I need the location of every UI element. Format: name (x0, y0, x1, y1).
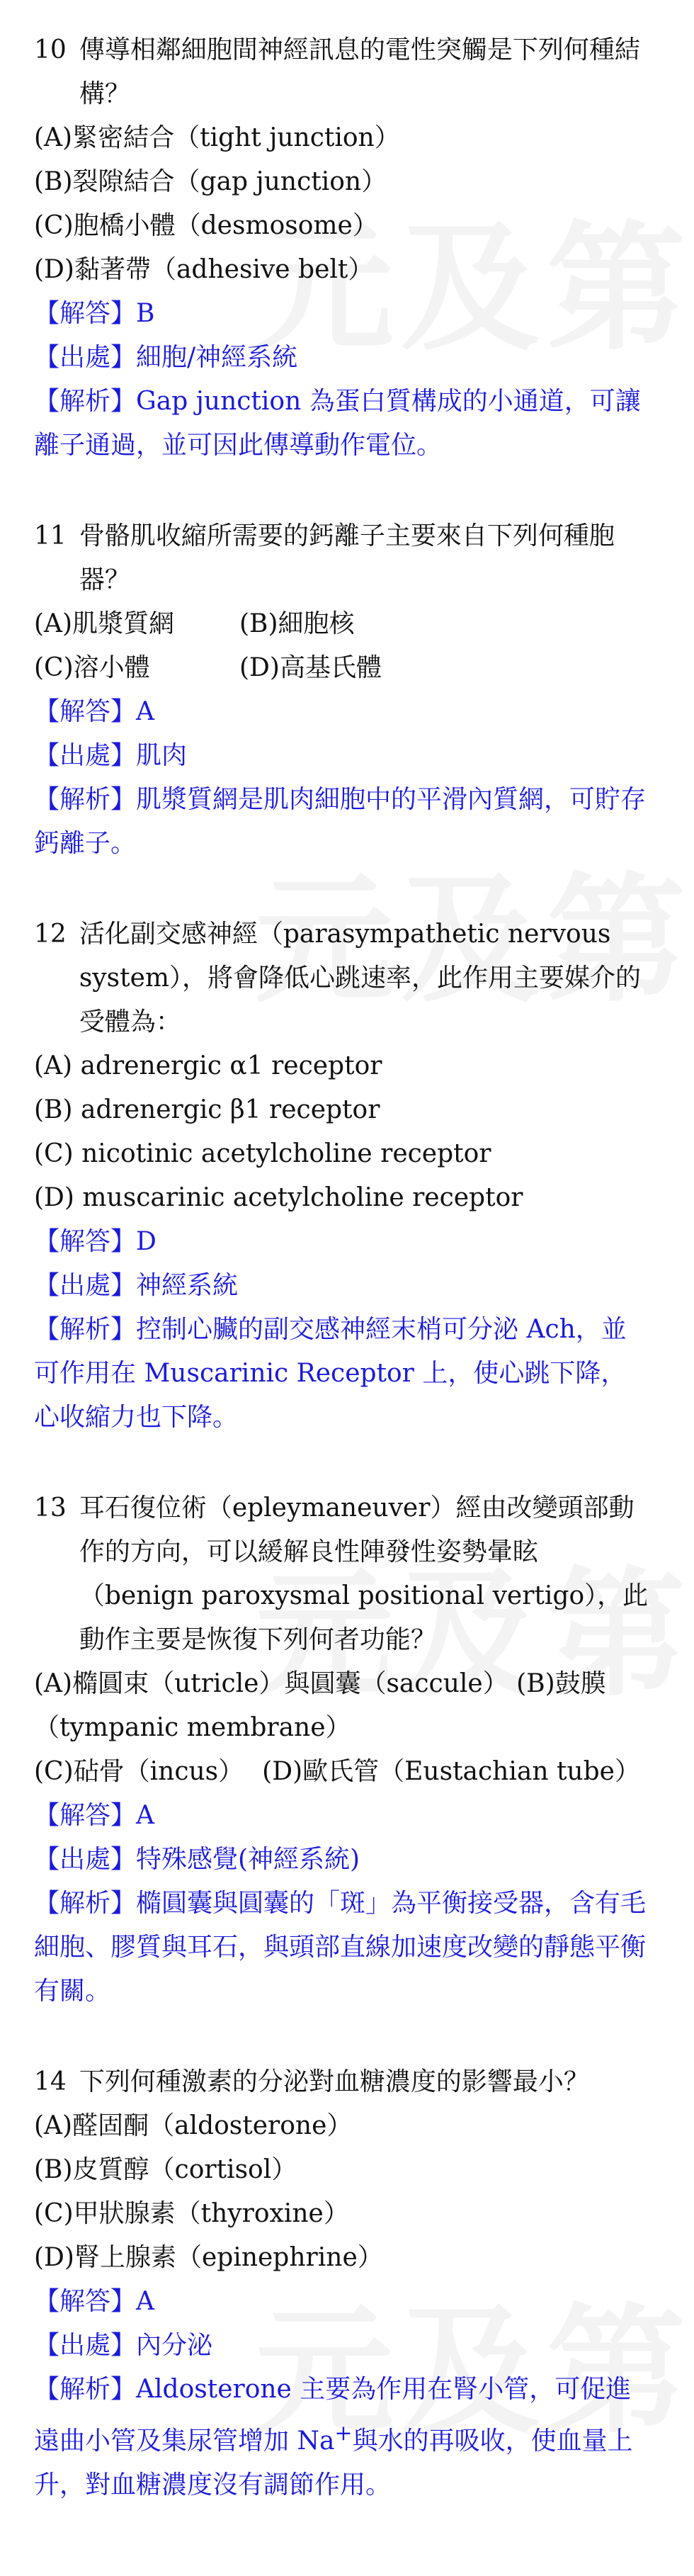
options-list (34, 2104, 652, 2280)
source-label: 【出處】 (34, 1845, 137, 1874)
option-b: (B)細胞核 (239, 609, 355, 638)
answer-label: 【解答】 (34, 299, 137, 328)
explanation-label: 【解析】 (34, 2375, 137, 2404)
question-10 (34, 28, 652, 468)
options-list (34, 602, 652, 690)
question-text: 耳石復位術（epleymaneuver）經由改變頭部動作的方向，可以緩解良性陣發性姿勢暈眩（benign paroxysmal positional vertigo），此動作主要是恢復下列何者功能？ (79, 1493, 649, 1654)
answer-value: D (136, 1227, 157, 1256)
options-list (34, 1044, 652, 1220)
answer-block (34, 690, 652, 866)
source-value: 內分泌 (136, 2331, 213, 2360)
explanation-text-part1: Aldosterone 主要為作用在腎小管，可促進遠曲小管及集尿管增加 Na (34, 2375, 632, 2456)
option-b: (B)鼓膜（tympanic membrane） (34, 1669, 606, 1742)
question-stem (34, 28, 652, 116)
option-c: (C)砧骨（incus） (34, 1757, 244, 1786)
answer-label: 【解答】 (34, 1801, 137, 1830)
question-number: 14 (34, 2067, 67, 2096)
question-13 (34, 1486, 652, 2013)
source-value: 神經系統 (136, 1271, 239, 1300)
option-c: (C)甲狀腺素（thyroxine） (34, 2199, 349, 2228)
explanation-text: 控制心臟的副交感神經末梢可分泌 Ach，並可作用在 Muscarinic Receptor 上，使心跳下降，心收縮力也下降。 (34, 1315, 627, 1432)
question-stem (34, 2060, 652, 2104)
question-11 (34, 514, 652, 866)
question-number: 12 (34, 920, 67, 949)
explanation-label: 【解析】 (34, 387, 137, 416)
option-d: (D)腎上腺素（epinephrine） (34, 2243, 383, 2272)
explanation-label: 【解析】 (34, 785, 137, 814)
option-b: (B)皮質醇（cortisol） (34, 2155, 297, 2184)
question-12 (34, 913, 652, 1440)
question-text: 下列何種激素的分泌對血糖濃度的影響最小？ (79, 2067, 589, 2096)
source-label: 【出處】 (34, 343, 137, 372)
answer-value: A (136, 697, 155, 726)
answer-block (34, 292, 652, 468)
question-14 (34, 2060, 652, 2507)
options-list (34, 116, 652, 292)
question-stem (34, 1486, 652, 1662)
options-list (34, 1662, 652, 1794)
answer-label: 【解答】 (34, 2287, 137, 2316)
answer-value: A (136, 2287, 155, 2316)
option-c: (C)溶小體 (34, 653, 150, 682)
question-number: 13 (34, 1493, 67, 1523)
option-a: (A) adrenergic α1 receptor (34, 1051, 382, 1080)
superscript-plus: + (334, 2421, 353, 2446)
source-value: 特殊感覺(神經系統) (136, 1845, 360, 1874)
question-text: 活化副交感神經（parasympathetic nervous system），將會降低心跳速率，此作用主要媒介的受體為： (79, 920, 642, 1036)
option-d: (D)黏著帶（adhesive belt） (34, 255, 374, 284)
question-stem (34, 913, 652, 1044)
source-label: 【出處】 (34, 2331, 137, 2360)
answer-label: 【解答】 (34, 697, 137, 726)
option-b: (B) adrenergic β1 receptor (34, 1095, 380, 1124)
source-label: 【出處】 (34, 741, 137, 770)
answer-block (34, 1794, 652, 2013)
question-stem (34, 514, 652, 602)
option-a: (A)醛固酮（aldosterone） (34, 2111, 353, 2140)
explanation-text: 橢圓囊與圓囊的「斑」為平衡接受器，含有毛細胞、膠質與耳石，與頭部直線加速度改變的靜態平衡有關。 (34, 1889, 647, 2006)
question-number: 10 (34, 35, 67, 64)
question-text: 傳導相鄰細胞間神經訊息的電性突觸是下列何種結構？ (79, 35, 640, 108)
option-d: (D) muscarinic acetylcholine receptor (34, 1183, 523, 1212)
answer-label: 【解答】 (34, 1227, 137, 1256)
option-d: (D)歐氏管（Eustachian tube） (262, 1757, 640, 1786)
explanation-text-part2: 與水的再吸收，使血量上升，對血糖濃度沒有調節作用。 (34, 2427, 633, 2499)
question-text: 骨骼肌收縮所需要的鈣離子主要來自下列何種胞器？ (79, 521, 615, 594)
source-value: 細胞/神經系統 (136, 343, 298, 372)
option-b: (B)裂隙結合（gap junction） (34, 167, 387, 196)
explanation-label: 【解析】 (34, 1315, 137, 1344)
answer-block (34, 1220, 652, 1440)
answer-block (34, 2280, 652, 2507)
explanation-label: 【解析】 (34, 1889, 137, 1918)
explanation-text: 肌漿質網是肌肉細胞中的平滑內質網，可貯存鈣離子。 (34, 785, 647, 858)
answer-value: A (136, 1801, 155, 1830)
explanation-text: Gap junction 為蛋白質構成的小通道，可讓離子通過，並可因此傳導動作電位。 (34, 387, 641, 460)
source-label: 【出處】 (34, 1271, 137, 1300)
option-c: (C) nicotinic acetylcholine receptor (34, 1139, 491, 1168)
option-c: (C)胞橋小體（desmosome） (34, 211, 378, 240)
option-a: (A)肌漿質網 (34, 609, 175, 638)
option-a: (A)橢圓束（utricle）與圓囊（saccule） (34, 1669, 508, 1698)
answer-value: B (136, 299, 155, 328)
source-value: 肌肉 (136, 741, 188, 770)
option-d: (D)高基氏體 (239, 653, 382, 682)
option-a: (A)緊密結合（tight junction） (34, 123, 400, 152)
question-number: 11 (34, 521, 67, 550)
